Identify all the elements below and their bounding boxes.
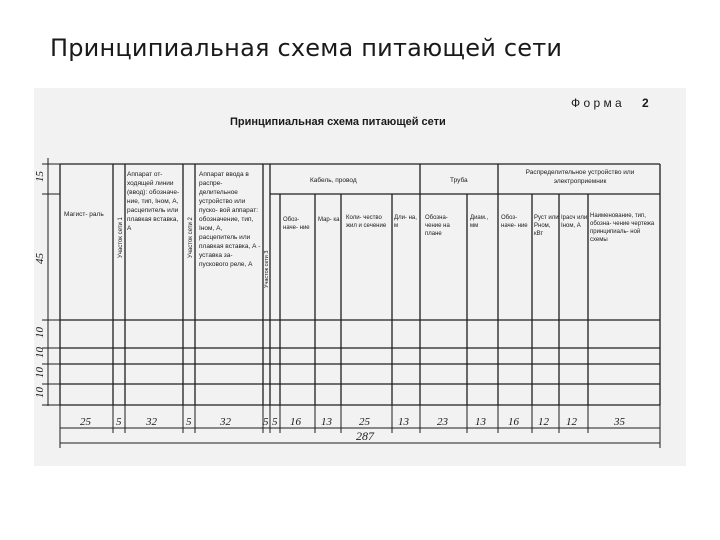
bdim-12: 13 — [475, 416, 486, 428]
form-number: 2 — [642, 96, 649, 110]
vdim-10b: 10 — [34, 347, 46, 358]
form-drawing — [34, 88, 686, 466]
col-main — [64, 211, 104, 218]
bdim-3: 5 — [186, 416, 192, 428]
slide-title: Принципиальная схема питающей сети — [50, 34, 563, 62]
col-dist-power: Pуст или Pном, кВт — [534, 215, 559, 237]
col-dist-name: Наименование, тип, обозна- чение чертежа принципиаль- ной схемы — [590, 213, 655, 243]
col-cable-mark: Обоз- наче- ние — [283, 217, 310, 231]
bdim-11: 23 — [437, 416, 448, 428]
col-section1: Участок сети 1 — [118, 217, 124, 258]
bdim-6: 5 — [272, 416, 278, 428]
total-dim: 287 — [356, 429, 374, 443]
col-cable-group: Кабель, провод — [310, 177, 357, 184]
bdim-13: 16 — [508, 416, 519, 428]
col-cable-brand: Мар- ка — [318, 217, 340, 223]
bdim-5: 5 — [263, 416, 269, 428]
form-title: Принципиальная схема питающей сети — [230, 116, 446, 128]
col-dist-mark: Обоз- наче- ние — [501, 215, 528, 229]
col-cable-length: Дли- на, м — [394, 215, 417, 229]
bdim-14: 12 — [538, 416, 549, 428]
bottom-dims — [80, 416, 626, 428]
vdim-15: 15 — [34, 171, 46, 182]
col-pipe-diam: Диам., мм — [470, 215, 489, 229]
col-dist-current: Iрасч или Iном, А — [561, 215, 588, 229]
bdim-2: 32 — [146, 416, 157, 428]
col-cable-section: Коли- чество жил и сечение — [346, 215, 387, 229]
col-main-text: Магист- раль — [64, 211, 104, 218]
bdim-8: 13 — [321, 416, 332, 428]
col-pipe-mark: Обозна- чение на плане — [425, 215, 450, 237]
bdim-15: 12 — [566, 416, 577, 428]
bdim-4: 32 — [220, 416, 231, 428]
vdim-10c: 10 — [34, 367, 46, 378]
form-label: Ф о р м а — [571, 96, 622, 110]
vdim-45: 45 — [34, 253, 46, 264]
col-section2: Участок сети 2 — [188, 217, 194, 258]
col-section3: Участок сети 3 — [264, 250, 270, 288]
bdim-10: 13 — [398, 416, 409, 428]
bdim-0: 25 — [80, 416, 91, 428]
col-apparatus-in: Аппарат ввода в распре- делительное устройство или пуско- вой аппарат: обозначение, тип, Iном, А, расцепитель или плавкая вставка, А - уставка за- пускового реле, А — [199, 171, 261, 268]
col-dist-group: Распределительное устройство или электроприемник — [525, 169, 635, 185]
vdim-10d: 10 — [34, 387, 46, 398]
col-apparatus-out: Аппарат от- ходящей линии (ввод): обозначе- ние, тип, Iном, А, расцепитель или плавкая вставка, А — [127, 171, 180, 232]
bdim-1: 5 — [116, 416, 122, 428]
bdim-9: 25 — [359, 416, 370, 428]
bdim-7: 16 — [290, 416, 301, 428]
vdim-10a: 10 — [34, 327, 46, 338]
col-pipe-group: Труба — [450, 177, 468, 184]
bdim-16: 35 — [614, 416, 625, 428]
form-scan — [34, 88, 686, 466]
